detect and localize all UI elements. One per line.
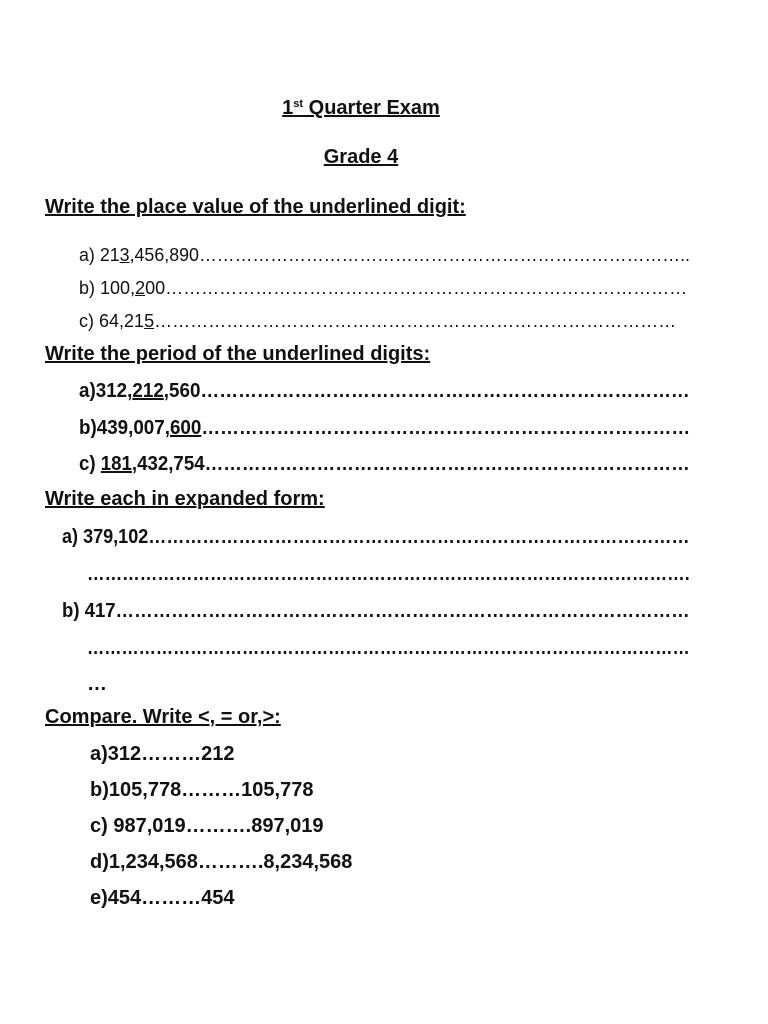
list-item: a) 379,102……………………………………………………………………………… <box>62 526 690 548</box>
list-item: …………………………………………………………………………………………… <box>87 637 690 659</box>
list-item: … <box>87 673 107 695</box>
list-item: b) 417………………………………………………………………………………… <box>62 600 690 622</box>
list-item: d)1,234,568……….8,234,568 <box>90 851 353 873</box>
grade-title: Grade 4 <box>323 146 399 168</box>
list-item: c) 181,432,754…………………………………………………………………… <box>79 453 690 475</box>
section-4-heading: Compare. Write <, = or,>: <box>45 706 281 728</box>
section-2-heading: Write the period of the underlined digits: <box>45 343 431 365</box>
list-item: a) 213,456,890……………………………………………………………………….. <box>79 245 691 265</box>
exam-title: 1st Quarter Exam <box>282 97 440 119</box>
section-1-heading: Write the place value of the underlined digit: <box>45 196 466 218</box>
list-item: …………………………………………………………………………………………. <box>87 563 690 585</box>
list-item: b)105,778………105,778 <box>90 779 314 801</box>
section-3-heading: Write each in expanded form: <box>45 488 325 510</box>
list-item: b)439,007,600…………………………………………………………………… <box>79 417 691 439</box>
list-item: b) 100,200…………………………………………………………………………… <box>79 278 688 298</box>
list-item: a)312………212 <box>90 743 235 765</box>
list-item: a)312,212,560…………………………………………………………………… <box>79 380 690 402</box>
list-item: e)454………454 <box>90 887 235 909</box>
list-item: c) 987,019……….897,019 <box>90 815 324 837</box>
list-item: c) 64,215…………………………………………………………………………… <box>79 311 677 331</box>
